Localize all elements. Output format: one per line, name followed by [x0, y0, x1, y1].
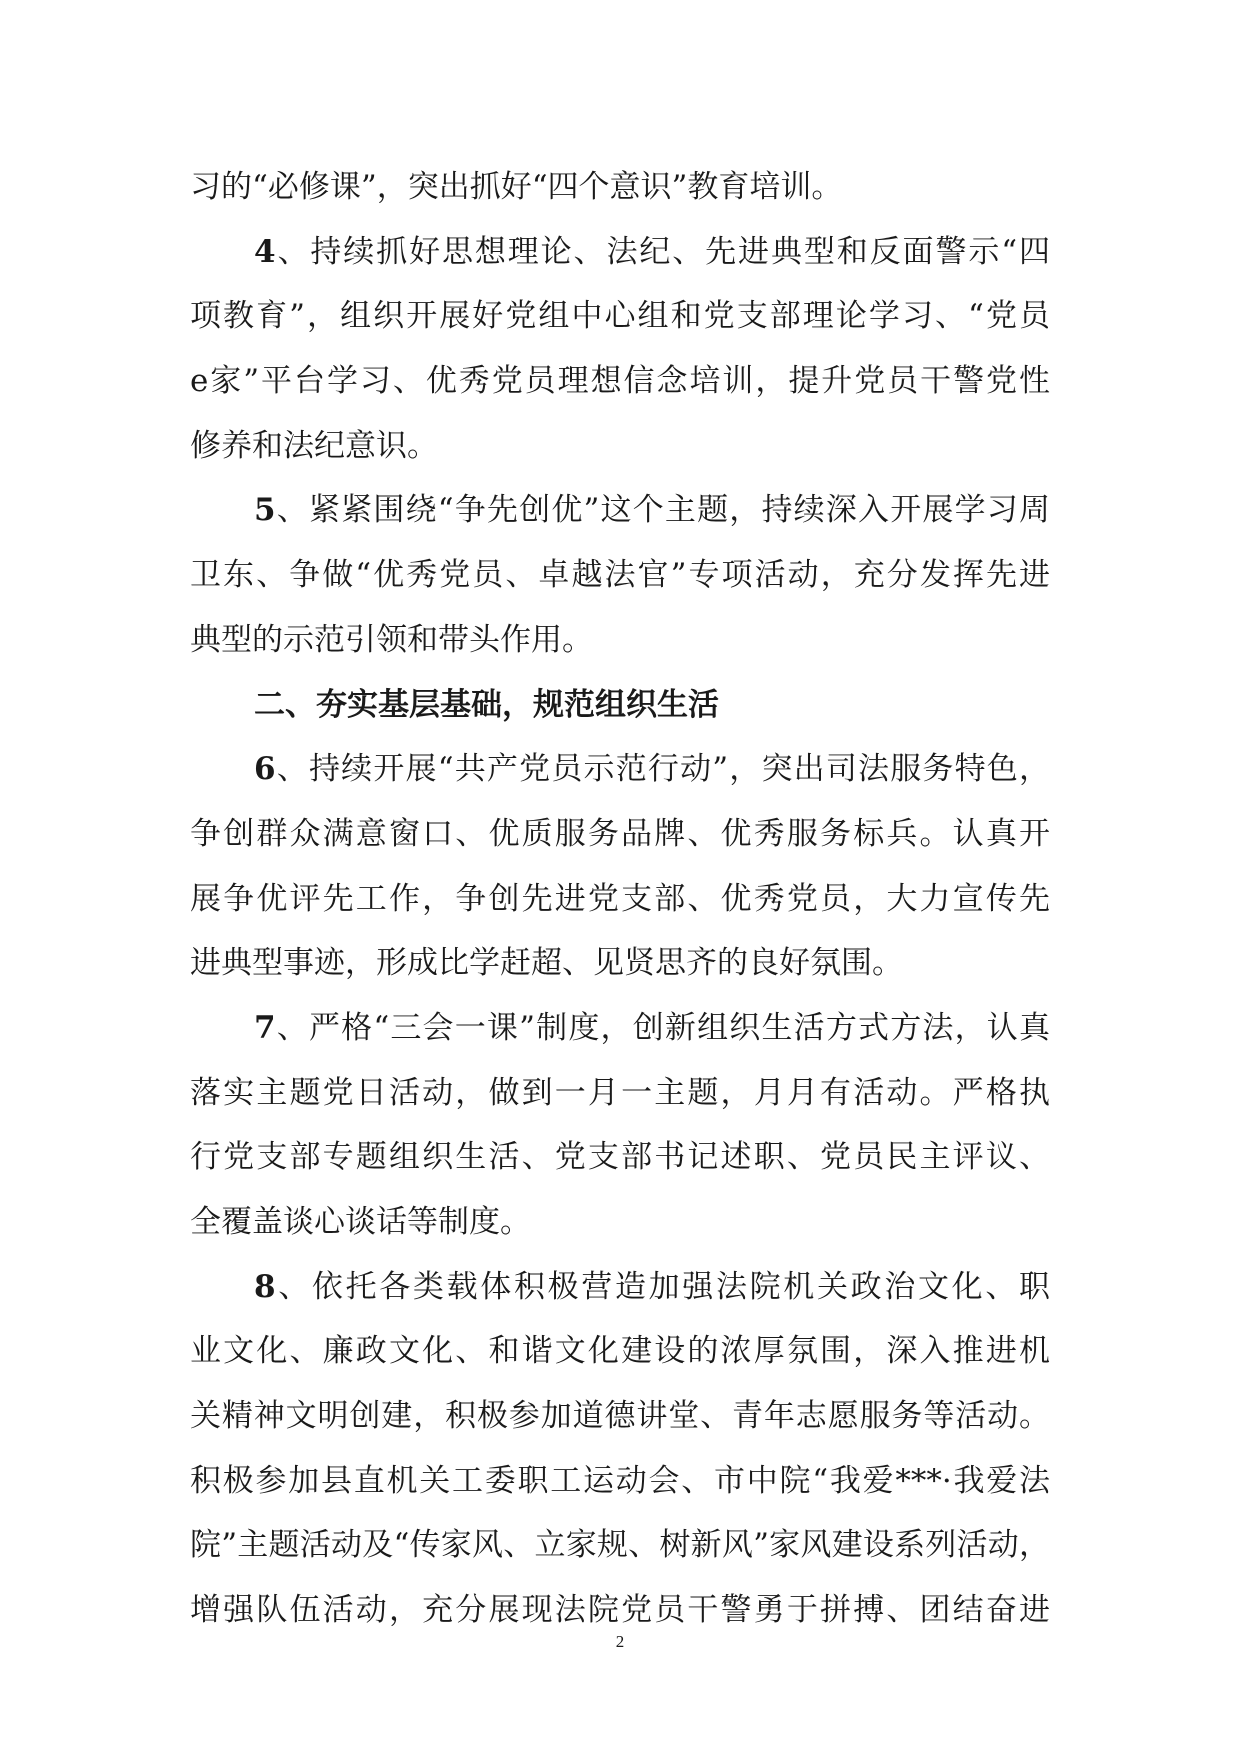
paragraph-line: 典型的示范引领和带头作用。 [190, 621, 593, 658]
item-number: 5 [254, 492, 276, 529]
paragraph-line: 5、紧紧围绕“争先创优”这个主题，持续深入开展学习周 [254, 492, 1050, 529]
item-number: 6 [254, 751, 276, 788]
paragraph-line: 8、依托各类载体积极营造加强法院机关政治文化、职 [254, 1268, 1050, 1305]
paragraph-line: 增强队伍活动，充分展现法院党员干警勇于拼搏、团结奋进 [190, 1592, 1050, 1629]
section-heading: 二、夯实基层基础，规范组织生活 [254, 686, 719, 723]
body-text [190, 155, 1050, 1643]
paragraph-line: 争创群众满意窗口、优质服务品牌、优秀服务标兵。认真开 [190, 815, 1050, 852]
paragraph-line: 6、持续开展“共产党员示范行动”，突出司法服务特色， [254, 751, 1050, 788]
paragraph-line: 院”主题活动及“传家风、立家规、树新风”家风建设系列活动， [190, 1527, 1050, 1564]
paragraph-line: 落实主题党日活动，做到一月一主题，月月有活动。严格执 [190, 1074, 1050, 1111]
paragraph-line: 关精神文明创建，积极参加道德讲堂、青年志愿服务等活动。 [190, 1398, 1050, 1435]
paragraph-line: 习的“必修课”，突出抓好“四个意识”教育培训。 [190, 169, 843, 205]
paragraph-line: 进典型事迹，形成比学赶超、见贤思齐的良好氛围。 [190, 945, 903, 982]
paragraph-line: 业文化、廉政文化、和谐文化建设的浓厚氛围，深入推进机 [190, 1333, 1050, 1370]
paragraph-line: e家”平台学习、优秀党员理想信念培训，提升党员干警党性 [190, 363, 1050, 400]
paragraph-line: 展争优评先工作，争创先进党支部、优秀党员，大力宣传先 [190, 880, 1050, 917]
item-number: 4 [254, 233, 276, 270]
paragraph-line: 全覆盖谈心谈话等制度。 [190, 1204, 531, 1240]
paragraph-line: 行党支部专题组织生活、党支部书记述职、党员民主评议、 [190, 1139, 1050, 1176]
paragraph-line: 项教育”，组织开展好党组中心组和党支部理论学习、“党员 [190, 298, 1050, 335]
page-number: 2 [615, 1632, 625, 1651]
paragraph-line: 卫东、争做“优秀党员、卓越法官”专项活动，充分发挥先进 [190, 557, 1050, 594]
paragraph-line: 4、持续抓好思想理论、法纪、先进典型和反面警示“四 [254, 233, 1050, 270]
paragraph-line: 7、严格“三会一课”制度，创新组织生活方式方法，认真 [254, 1009, 1050, 1046]
paragraph-line: 积极参加县直机关工委职工运动会、市中院“我爱***·我爱法 [190, 1462, 1050, 1499]
item-number: 7 [254, 1009, 276, 1046]
item-number: 8 [254, 1268, 276, 1305]
paragraph-line: 修养和法纪意识。 [190, 427, 438, 464]
